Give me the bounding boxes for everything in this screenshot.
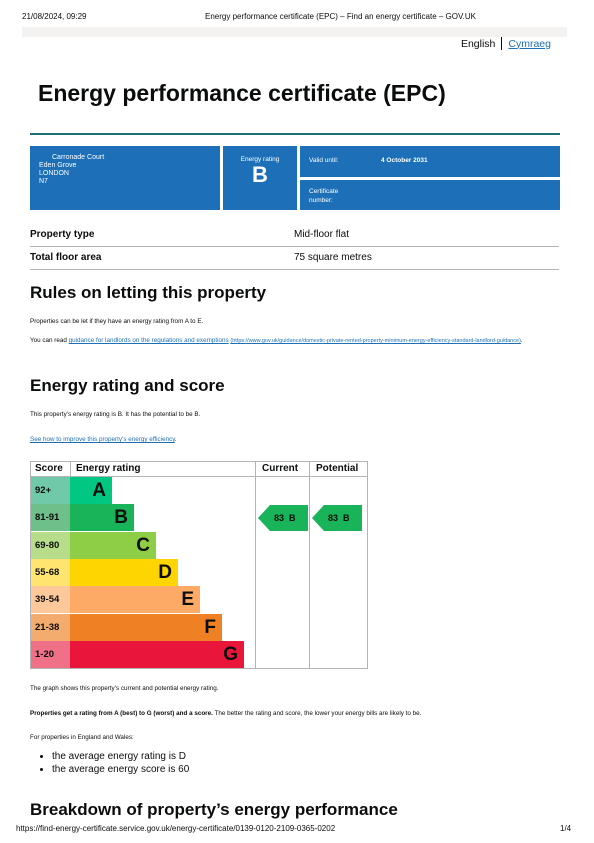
- rating-band-b: [31, 504, 255, 531]
- england-wales-note: For properties in England and Wales:: [30, 734, 134, 741]
- print-title: Energy performance certificate (EPC) – Find an energy certificate – GOV.UK: [205, 12, 476, 21]
- certificate-number-box: [300, 180, 560, 210]
- address-line: Eden Grove: [39, 162, 77, 169]
- energy-rating-heading: Energy rating and score: [30, 376, 225, 395]
- valid-until-label: Valid until:: [309, 157, 339, 164]
- list-item: • the average energy rating is D: [52, 750, 189, 763]
- property-type-key: Property type: [30, 229, 95, 240]
- guidance-suffix: .: [520, 337, 523, 344]
- chart-divider: [309, 462, 310, 668]
- energy-rating-chart: [30, 461, 368, 669]
- property-type-row: [30, 223, 559, 247]
- band-letter: E: [181, 589, 194, 611]
- footer-url: https://find-energy-certificate.service.gov.uk/energy-certificate/0139-0120-2109-0365-0202: [16, 824, 336, 833]
- band-score: 1-20: [31, 641, 70, 668]
- chart-divider: [255, 462, 256, 668]
- rating-band-g: [31, 641, 255, 668]
- valid-until-box: [300, 146, 560, 177]
- band-score: 39-54: [31, 586, 70, 613]
- band-letter: D: [158, 561, 172, 583]
- header-bar: [22, 27, 567, 37]
- band-letter: G: [223, 643, 238, 665]
- energy-rating-paragraph: This property’s energy rating is B. It has the potential to be B.: [30, 411, 201, 418]
- certificate-label: Certificate: [309, 188, 339, 195]
- guidance-link[interactable]: guidance for landlords on the regulations and exemptions: [68, 337, 229, 344]
- language-cymraeg-link[interactable]: Cymraeg: [508, 37, 551, 50]
- chart-divider: [70, 462, 71, 476]
- band-score: 69-80: [31, 532, 70, 559]
- improve-link-suffix: .: [174, 436, 177, 443]
- property-type-value: Mid-floor flat: [294, 229, 350, 240]
- valid-until-date: 4 October 2031: [381, 157, 428, 164]
- guidance-url-link[interactable]: (https://www.gov.uk/guidance/domestic-private-rented-property-minimum-energy-efficiency-standard-landlord-guidance): [230, 338, 521, 344]
- band-letter: B: [114, 507, 128, 529]
- average-list: [30, 750, 189, 776]
- rating-explanation: [30, 710, 550, 718]
- band-letter: A: [92, 480, 106, 501]
- rating-band-c: [31, 532, 255, 559]
- band-score: 21-38: [31, 614, 70, 641]
- certificate-label: number:: [309, 197, 333, 204]
- rating-explanation-bold: Properties get a rating from A (best) to G (worst) and a score.: [30, 710, 213, 717]
- band-letter: C: [136, 534, 150, 556]
- rating-band-a: [31, 477, 255, 504]
- potential-rating-label: 83 B: [328, 513, 350, 524]
- floor-area-value: 75 square metres: [294, 252, 372, 263]
- footer-page-number: 1/4: [560, 824, 572, 833]
- title-divider: [30, 133, 560, 135]
- rating-explanation-rest: The better the rating and score, the lower your energy bills are likely to be.: [212, 710, 422, 717]
- graph-note: The graph shows this property’s current and potential energy rating.: [30, 685, 219, 692]
- band-letter: F: [204, 616, 216, 638]
- energy-rating-letter: B: [252, 162, 268, 187]
- energy-rating-box: [223, 146, 297, 210]
- address-line: Carronade Court: [52, 154, 105, 161]
- language-english: English: [460, 37, 496, 50]
- chart-header-current: Current: [262, 463, 299, 474]
- language-switcher: [461, 37, 551, 50]
- chart-header-score: Score: [35, 463, 63, 474]
- floor-area-row: [30, 246, 559, 270]
- address-box: [30, 146, 220, 210]
- chart-header-potential: Potential: [316, 463, 359, 474]
- letting-heading: Rules on letting this property: [30, 283, 267, 302]
- address-line: N7: [39, 178, 48, 185]
- improve-efficiency-link[interactable]: See how to improve this property’s energy efficiency: [30, 436, 175, 443]
- letting-paragraph: Properties can be let if they have an energy rating from A to E.: [30, 318, 204, 325]
- band-score: 55-68: [31, 559, 70, 586]
- band-score: 92+: [31, 477, 70, 504]
- rating-band-f: [31, 614, 255, 641]
- chart-header-rating: Energy rating: [76, 463, 141, 474]
- page-title: Energy performance certificate (EPC): [38, 80, 446, 106]
- rating-band-d: [31, 559, 255, 586]
- language-divider: [501, 37, 502, 50]
- guidance-prefix: You can read: [30, 337, 69, 344]
- address-line: LONDON: [39, 170, 69, 177]
- current-rating-label: 83 B: [274, 513, 296, 524]
- rating-band-e: [31, 586, 255, 613]
- energy-rating-label: Energy rating: [240, 156, 280, 163]
- improve-link-paragraph: [30, 436, 550, 444]
- breakdown-heading: Breakdown of property’s energy performance: [30, 800, 398, 819]
- letting-guidance-paragraph: [30, 337, 550, 345]
- print-datetime: 21/08/2024, 09:29: [22, 12, 87, 21]
- list-item: • the average energy score is 60: [52, 763, 189, 776]
- floor-area-key: Total floor area: [30, 252, 102, 263]
- band-score: 81-91: [31, 504, 70, 531]
